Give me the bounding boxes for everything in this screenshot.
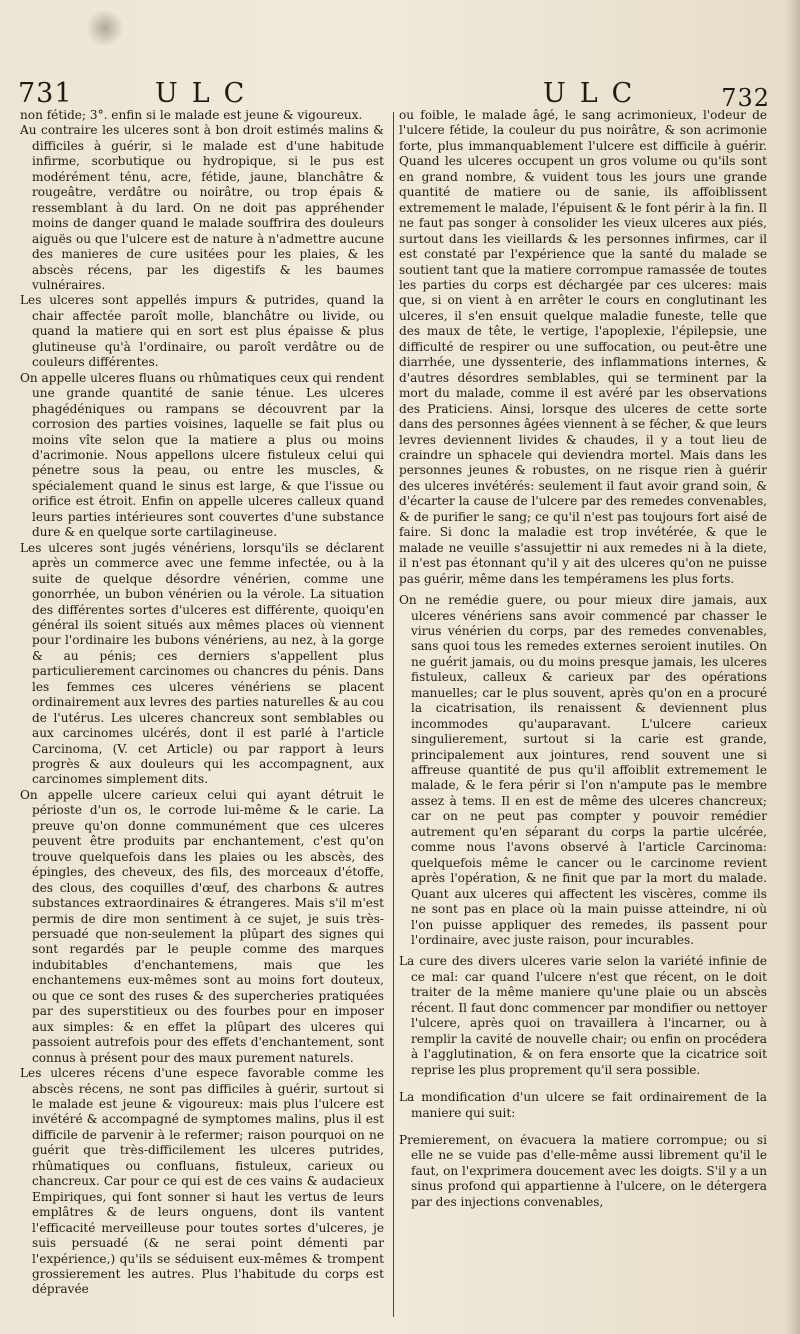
page-edge-shadow <box>786 0 800 1334</box>
right-column <box>399 108 767 1320</box>
paragraph: On ne remédie guere, ou pour mieux dire jamais, aux ulceres vénériens sans avoir commencé par chasser le virus vénérien du corps, par des remedes convenables, sans quoi tous les remedes externes seroient inutiles. On ne guérit jamais, ou du moins presque jamais, les ulceres fistuleux, calleux & carieux par des opérations manuelles; car le plus souvent, après qu'on en a procuré la cicatrisation, ils renaissent & deviennent plus incommodes qu'auparavant. L'ulcere carieux singulierement, surtout si la carie est grande, principalement aux jointures, rend souvent une si affreuse quantité de pus qu'il affoiblit extremement le malade, & le fera périr si l'on n'ampute pas le membre assez à tems. Il en est de même des ulceres chancreux; car on ne peut pas compter y pouvoir remédier autrement qu'en séparant du corps la partie ulcérée, comme nous l'avons observé à l'article Carcinoma: quelquefois même le cancer ou le carcinome revient après l'opération, & ne finit que par la mort du malade. Quant aux ulceres qui affectent les viscères, comme ils ne sont pas en place où la main puisse atteindre, ni où l'on puisse appliquer des remedes, ils passent pour l'ordinaire, avec juste raison, pour incurables. <box>399 593 767 948</box>
paragraph: La cure des divers ulceres varie selon la variété infinie de ce mal: car quand l'ulcere n'est que récent, on le doit traiter de la même maniere qu'une plaie ou un abscès récent. Il faut donc commencer par mondifier ou nettoyer l'ulcere, après quoi on travaillera à l'incarner, ou à remplir la cavité de nouvelle chair; ou enfin on procédera à l'agglutination, & on fera ensorte que la cicatrice soit reprise les plus proprement qu'il sera possible. <box>399 954 767 1077</box>
paragraph: non fétide; 3°. enfin si le malade est jeune & vigoureux. <box>20 108 363 122</box>
paragraph: Les ulceres sont appellés impurs & putrides, quand la chair affectée paroît molle, blanchâtre ou livide, ou quand la matiere qui en sort est plus épaisse & plus glutineuse qu'à l'ordinaire, ou paroît verdâtre ou de couleurs différentes. <box>20 293 384 370</box>
right-running-headword: ULC <box>543 78 647 109</box>
paragraph: Au contraire les ulceres sont à bon droit estimés malins & difficiles à guérir, si le malade est d'une habitude infirme, scorbutique ou hydropique, si le pus est modérément ténu, acre, fétide, jaune, blanchâtre & rougeâtre, verdâtre ou noirâtre, ou trop épais & ressemblant à du lard. On ne doit pas appréhender moins de danger quand le malade souffrira des douleurs aiguës ou que l'ulcere est de nature à n'admettre aucune des manieres de cure usitées pour les plaies, & les abscès récens, par les digestifs & les baumes vulnéraires. <box>20 123 384 292</box>
paragraph: On appelle ulceres fluans ou rhûmatiques ceux qui rendent une grande quantité de sanie ténue. Les ulceres phagédéniques ou rampans se découvrent par la corrosion des parties voisines, laquelle se fait plus ou moins vîte selon que la matiere a plus ou moins d'acrimonie. Nous appellons ulcere fistuleux celui qui pénetre sous la peau, ou entre les muscles, & spécialement quand le sinus est large, & que l'issue ou orifice est étroit. Enfin on appelle ulceres calleux quand leurs parties intérieures sont couvertes d'une substance dure & en quelque sorte cartilagineuse. <box>20 370 384 540</box>
paragraph: Les ulceres sont jugés vénériens, lorsqu'ils se déclarent après un commerce avec une femme infectée, ou à la suite de quelque désordre vénérien, comme une gonorrhée, un bubon vénérien ou la vérole. La situation des différentes sortes d'ulceres est différente, quoiqu'en général ils soient situés aux mêmes places où viennent pour l'ordinaire les bubons vénériens, au nez, à la gorge & au pénis; ces derniers s'appellent plus particulierement carcinomes ou chancres du pénis. Dans les femmes ces ulceres vénériens se placent ordinairement aux levres des parties naturelles & au cou de l'utérus. Les ulceres chancreux sont semblables ou aux carcinomes ulcérés, dont il est parlé à l'article Carcinoma, (V. cet Article) ou par rapport à leurs progrès & aux douleurs qui les accompagnent, aux carcinomes simplement dits. <box>20 540 384 787</box>
right-page-number: 732 <box>721 84 770 112</box>
paragraph: Premierement, on évacuera la matiere corrompue; ou si elle ne se vuide pas d'elle-même aussi librement qu'il le faut, on l'exprimera doucement avec les doigts. S'il y a un sinus profond qui appartienne à l'ulcere, on le détergera par des injections convenables, <box>399 1133 767 1209</box>
paragraph: Les ulceres récens d'une espece favorable comme les abscès récens, ne sont pas difficiles à guérir, surtout si le malade est jeune & vigoureux: mais plus l'ulcere est invétéré & accompagné de symptomes malins, plus il est difficile de parvenir à le refermer; raison pourquoi on ne guérit que très-difficilement les ulceres putrides, rhûmatiques ou confluans, fistuleux, carieux ou chancreux. Car pour ce qui est de ces vains & audacieux Empiriques, qui font sonner si haut les vertus de leurs emplâtres & de leurs onguens, dont ils vantent l'efficacité merveilleuse pour toutes sortes d'ulceres, je suis persuadé (& ne serai point démenti par l'expérience,) qu'ils se séduisent eux-mêmes & trompent grossierement les autres. Plus l'habitude du corps est dépravée <box>20 1066 384 1297</box>
paragraph: ou foible, le malade âgé, le sang acrimonieux, l'odeur de l'ulcere fétide, la couleur du pus noirâtre, & son acrimonie forte, plus immanquablement l'ulcere est difficile à guérir. Quand les ulceres occupent un gros volume ou qu'ils sont en grand nombre, & vuident tous les jours une grande quantité de matiere ou de sanie, ils affoiblissent extremement le malade, l'épuisent & le font périr à la fin. Il ne faut pas songer à consolider les vieux ulceres aux piés, surtout dans les vieillards & les personnes infirmes, car il est constaté par l'expérience que la santé du malade se soutient tant que la matiere corrompue ramassée de toutes les parties du corps est déchargée par ces ulceres: mais que, si on vient à en arrêter le cours en conglutinant les ulceres, il s'en ensuit quelque maladie funeste, telle que des maux de tête, le vertige, l'apoplexie, l'épilepsie, une difficulté de respirer ou une suffocation, ou peut-être une diarrhée, une dyssenterie, des inflammations internes, & d'autres désordres semblables, qui se terminent par la mort du malade, comme il est avéré par les observations des Praticiens. Ainsi, lorsque des ulceres de cette sorte dans des personnes âgées viennent à se fécher, & que leurs levres deviennent livides & chaudes, il y a tout lieu de craindre un sphacele qui deviendra mortel. Mais dans les personnes jeunes & robustes, on ne risque rien à guérir des ulceres invétérés: seulement il faut avoir grand soin, & d'écarter la cause de l'ulcere par des remedes convenables, & de purifier le sang; ce qu'il n'est pas toujours fort aisé de faire. Si donc la maladie est trop invétérée, & que le malade ne veuille s'assujettir ni aux remedes ni à la diete, il n'est pas étonnant qu'il y ait des ulceres qu'on ne puisse pas guérir, même dans les tempéramens les plus forts. <box>399 108 767 586</box>
left-page-number: 731 <box>18 78 73 109</box>
left-column <box>20 108 384 1320</box>
paragraph: La mondification d'un ulcere se fait ordinairement de la maniere qui suit: <box>399 1090 767 1120</box>
paragraph: On appelle ulcere carieux celui qui ayant détruit le périoste d'un os, le corrode lui-même & le carie. La preuve qu'on donne communément que ces ulceres peuvent être produits par enchantement, c'est qu'on trouve quelquefois dans les plaies ou les abscès, des épingles, des cheveux, des fils, des morceaux d'étoffe, des clous, des coquilles d'œuf, des charbons & autres substances extraordinaires & étrangeres. Mais s'il m'est permis de dire mon sentiment à ce sujet, je suis très-persuadé que non-seulement la plûpart des signes qui sont regardés par le peuple comme des marques indubitables d'enchantemens, mais que les enchantemens eux-mêmes sont au moins fort douteux, ou que ce sont des ruses & des supercheries pratiquées par des superstitieux ou des fourbes pour en imposer aux simples: & en effet la plûpart des ulceres qui passoient autrefois pour des effets d'enchantement, sont connus à présent pour des maux purement naturels. <box>20 787 384 1065</box>
ink-blot <box>85 10 125 46</box>
left-running-headword: ULC <box>155 78 259 109</box>
column-rule <box>393 112 394 1317</box>
